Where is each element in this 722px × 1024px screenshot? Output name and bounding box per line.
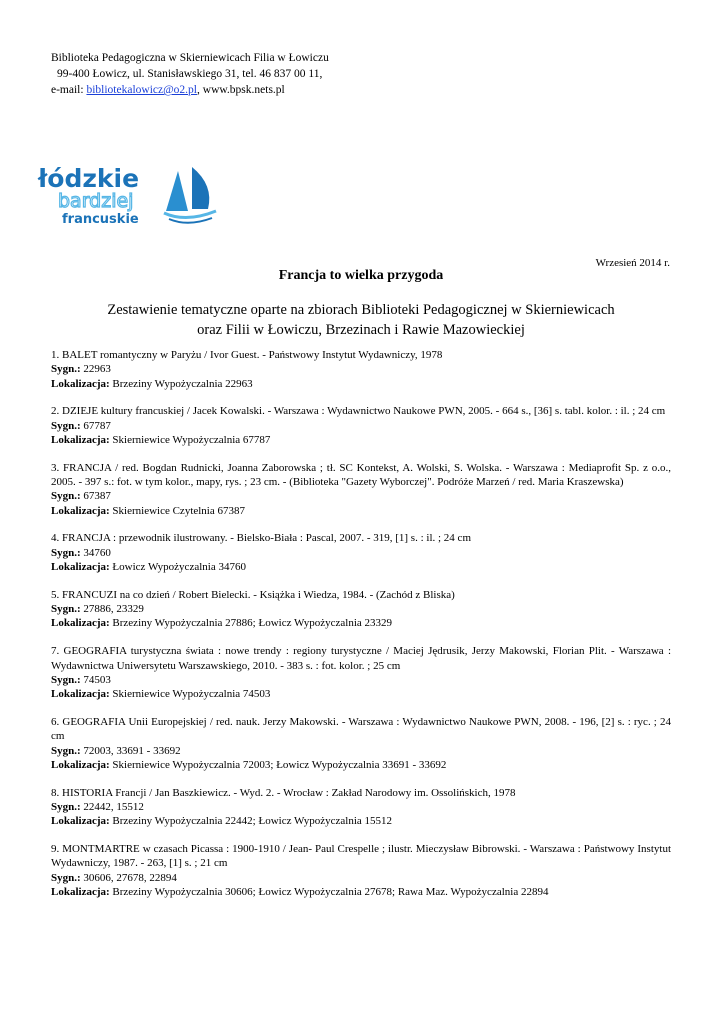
call-number-label: Sygn.: [51, 546, 81, 559]
call-number-value: 72003, 33691 - 33692 [80, 744, 181, 757]
location-label: Lokalizacja: [51, 815, 110, 828]
document-date: Wrzesień 2014 r. [595, 257, 670, 269]
logo-word-bardziej: bardziej [58, 190, 134, 212]
entry-location [51, 687, 671, 701]
entry-call-number [51, 673, 671, 687]
header-library-name: Biblioteka Pedagogiczna w Skierniewicach Filia w Łowiczu [51, 52, 329, 64]
call-number-value: 67787 [80, 419, 111, 432]
entry-call-number [51, 602, 671, 616]
library-header [51, 50, 329, 98]
entry-call-number [51, 744, 671, 758]
bibliography-entry [51, 404, 671, 447]
location-label: Lokalizacja: [51, 617, 110, 630]
bibliography-entry [51, 842, 671, 899]
location-value: Brzeziny Wypożyczalnia 27886; Łowicz Wypożyczalnia 23329 [109, 617, 393, 630]
entry-description: 2. DZIEJE kultury francuskiej / Jacek Kowalski. - Warszawa : Wydawnictwo Naukowe PWN, 2005. - 664 s., [36] s. tabl. kolor. : il. ; 24 cm [51, 405, 666, 418]
call-number-value: 27886, 23329 [80, 603, 144, 616]
entry-location [51, 433, 671, 447]
document-subtitle [60, 300, 662, 340]
location-value: Brzeziny Wypożyczalnia 22963 [109, 377, 253, 390]
logo-word-lodzkie: łódzkie [38, 164, 140, 193]
call-number-value: 30606, 27678, 22894 [80, 871, 177, 884]
location-label: Lokalizacja: [51, 377, 110, 390]
location-label: Lokalizacja: [51, 885, 110, 898]
bibliography-entry [51, 348, 671, 391]
entry-description: 6. GEOGRAFIA Unii Europejskiej / red. nauk. Jerzy Makowski. - Warszawa : Wydawnictwo Naukowe PWN, 2008. - 196, [2] s. : ryc. ; 24 cm [51, 715, 671, 743]
bibliography-entry [51, 531, 671, 574]
call-number-label: Sygn.: [51, 800, 81, 813]
email-prefix: e-mail: [51, 84, 87, 96]
document-title: Francja to wielka przygoda [278, 268, 444, 283]
location-label: Lokalizacja: [51, 433, 110, 446]
location-value: Skierniewice Czytelnia 67387 [109, 504, 245, 517]
location-value: Skierniewice Wypożyczalnia 67787 [109, 433, 271, 446]
call-number-value: 34760 [80, 546, 111, 559]
bibliography-entry [51, 644, 671, 701]
entry-location [51, 616, 671, 630]
call-number-value: 22963 [80, 363, 111, 376]
bibliography-list [51, 348, 671, 913]
entry-description: 9. MONTMARTRE w czasach Picassa : 1900-1910 / Jean- Paul Crespelle ; ilustr. Mieczysław Bibrowski. - Warszawa : Państwowy Instytut Wydawniczy, 1987. - 263, [1] s. ; 21 cm [51, 843, 671, 870]
header-contact [51, 82, 329, 98]
entry-description: 3. FRANCJA / red. Bogdan Rudnicki, Joanna Zaborowska ; tł. SC Kontekst, A. Wolski, S. Wolska. - Warszawa : Mediaprofit Sp. z o.o., 2005. - 397 s.: fot. w tym kolor., mapy, rys. ; 23 cm. - (Biblioteka "Gazety Wyborczej". Podróże Marzeń / red. Maria Kraszewska) [51, 461, 671, 489]
website-text: , www.bpsk.nets.pl [197, 84, 285, 96]
location-value: Brzeziny Wypożyczalnia 22442; Łowicz Wypożyczalnia 15512 [109, 815, 393, 828]
entry-description: 5. FRANCUZI na co dzień / Robert Bielecki. - Książka i Wiedza, 1984. - (Zachód z Bliska) [51, 588, 455, 601]
entry-call-number [51, 871, 671, 885]
bibliography-entry [51, 588, 671, 631]
entry-description: 4. FRANCJA : przewodnik ilustrowany. - Bielsko-Biała : Pascal, 2007. - 319, [1] s. : il. ; 24 cm [51, 532, 471, 545]
call-number-label: Sygn.: [51, 490, 81, 503]
call-number-label: Sygn.: [51, 603, 81, 616]
entry-call-number [51, 800, 671, 814]
location-label: Lokalizacja: [51, 688, 110, 701]
email-link[interactable]: bibliotekalowicz@o2.pl [86, 84, 198, 96]
call-number-label: Sygn.: [51, 419, 81, 432]
entry-call-number [51, 419, 671, 433]
entry-description: 1. BALET romantyczny w Paryżu / Ivor Guest. - Państwowy Instytut Wydawniczy, 1978 [51, 349, 443, 361]
entry-location [51, 504, 671, 518]
header-address: 99-400 Łowicz, ul. Stanisławskiego 31, tel. 46 837 00 11, [57, 68, 323, 80]
bibliography-entry [51, 786, 671, 829]
entry-location [51, 885, 671, 899]
call-number-label: Sygn.: [51, 363, 81, 376]
bibliography-entry [51, 715, 671, 772]
lodzkie-bardziej-francuskie-logo [36, 163, 226, 233]
bibliography-entry [51, 461, 671, 518]
subtitle-line-1: Zestawienie tematyczne oparte na zbiorach Biblioteki Pedagogicznej w Skierniewicach [107, 302, 615, 318]
call-number-label: Sygn.: [51, 744, 81, 757]
entry-location [51, 377, 671, 391]
call-number-label: Sygn.: [51, 673, 81, 686]
entry-location [51, 560, 671, 574]
entry-location [51, 814, 671, 828]
logo-word-francuskie: francuskie [62, 212, 139, 227]
entry-description: 8. HISTORIA Francji / Jan Baszkiewicz. - Wyd. 2. - Wrocław : Zakład Narodowy im. Ossolińskich, 1978 [51, 786, 516, 799]
location-value: Brzeziny Wypożyczalnia 30606; Łowicz Wypożyczalnia 27678; Rawa Maz. Wypożyczalnia 22894 [109, 885, 549, 898]
entry-call-number [51, 362, 671, 376]
entry-description: 7. GEOGRAFIA turystyczna świata : nowe trendy : regiony turystyczne / Maciej Jędrusik, Jerzy Makowski, Florian Plit. - Warszawa : Wydawnictwa Uniwersytetu Warszawskiego, 2010. - 383 s. : fot. kolor. ; 25 cm [51, 645, 671, 672]
subtitle-line-2: oraz Filii w Łowiczu, Brzezinach i Rawie Mazowieckiej [197, 322, 525, 338]
location-value: Skierniewice Wypożyczalnia 72003; Łowicz Wypożyczalnia 33691 - 33692 [109, 758, 447, 771]
call-number-label: Sygn.: [51, 871, 81, 884]
entry-call-number [51, 489, 671, 503]
location-label: Lokalizacja: [51, 504, 110, 517]
entry-location [51, 758, 671, 772]
call-number-value: 67387 [80, 490, 111, 503]
call-number-value: 74503 [80, 673, 111, 686]
location-label: Lokalizacja: [51, 758, 110, 771]
logo-graphic [36, 163, 226, 233]
location-label: Lokalizacja: [51, 561, 110, 574]
location-value: Skierniewice Wypożyczalnia 74503 [109, 688, 271, 701]
location-value: Łowicz Wypożyczalnia 34760 [109, 561, 246, 574]
entry-call-number [51, 546, 671, 560]
call-number-value: 22442, 15512 [80, 800, 144, 813]
sail-icon [164, 167, 216, 223]
